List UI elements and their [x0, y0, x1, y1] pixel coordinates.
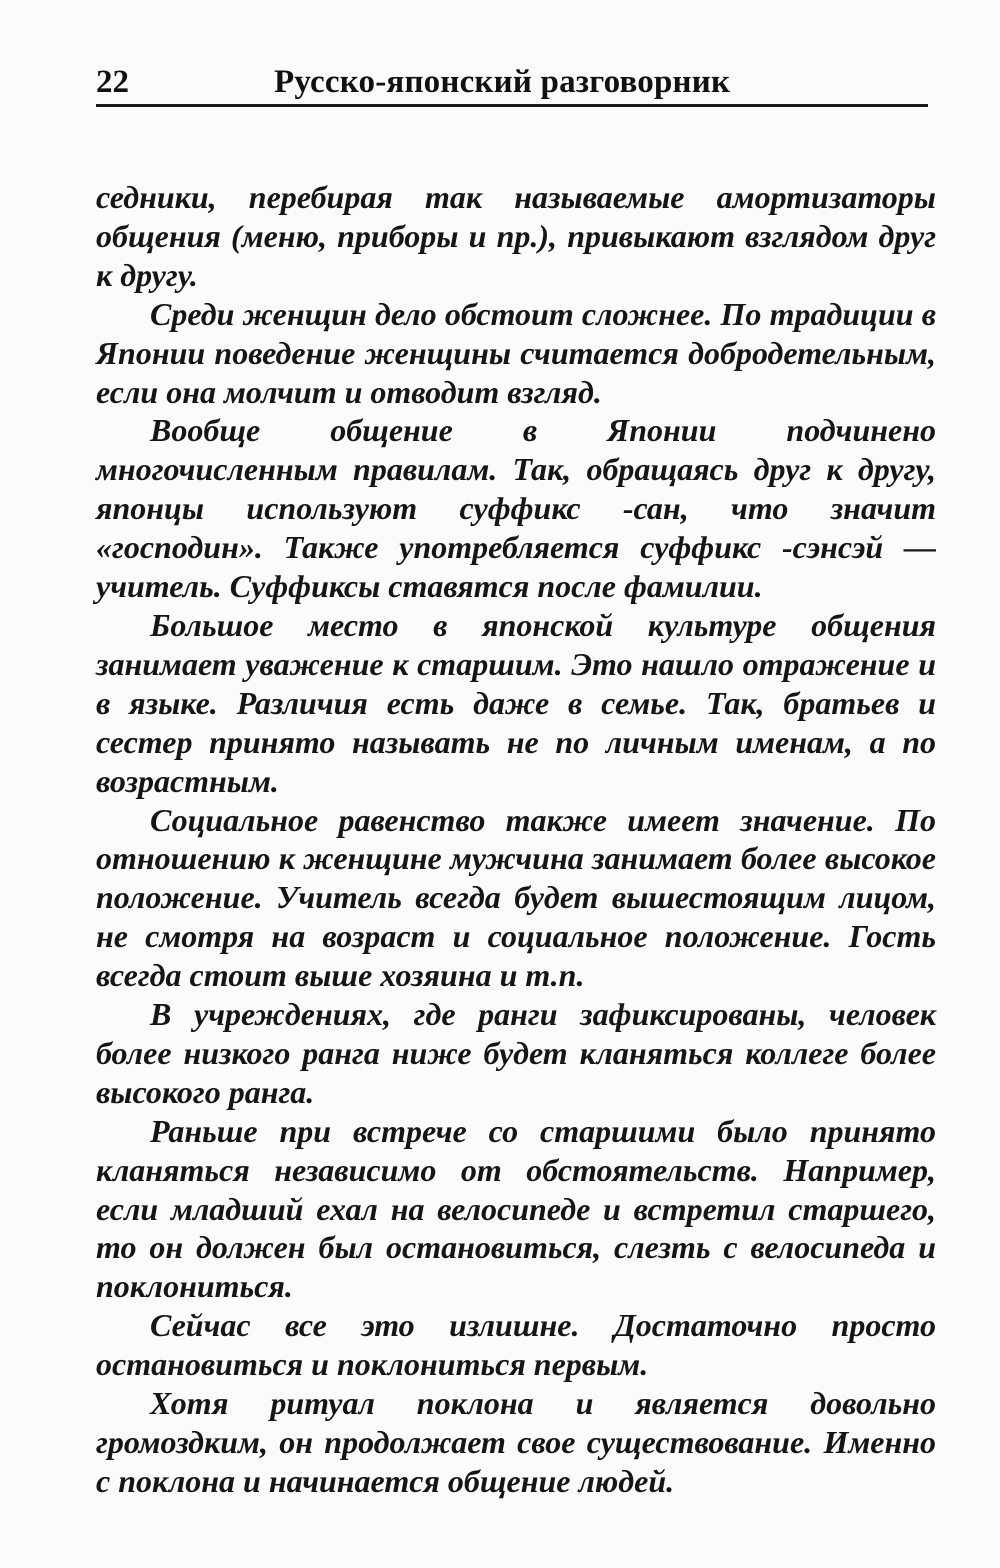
- running-title: Русско-японский разговорник: [274, 64, 731, 100]
- paragraph: Хотя ритуал поклона и является довольно громоздким, он продолжает свое существование. Именно с поклона и начинается общение людей.: [96, 1385, 936, 1499]
- paragraph: Раньше при встрече со старшими было принято кланяться независимо от обстоятельств. Например, если младший ехал на велосипеде и встретил старшего, то он должен был остановиться, слезть с велосипеда и поклониться.: [96, 1112, 936, 1305]
- page-number: 22: [96, 64, 129, 100]
- paragraph: седники, перебирая так называемые амортизаторы общения (меню, приборы и пр.), привыкают взглядом друг к другу.: [96, 179, 936, 293]
- paragraph: Большое место в японской культуре общения занимает уважение к старшим. Это нашло отражение и в языке. Различия есть даже в семье. Так, братьев и сестер принято называть не по личным именам, а по возрастным.: [96, 606, 936, 799]
- page-header: [96, 60, 928, 106]
- paragraph: Социальное равенство также имеет значение. По отношению к женщине мужчина занимает более высокое положение. Учитель всегда будет вышестоящим лицом, не смотря на возраст и социальное положение. Гость всегда стоит выше хозяина и т.п.: [96, 801, 936, 994]
- paragraph: Сейчас все это излишне. Достаточно просто остановиться и поклониться первым.: [96, 1307, 936, 1383]
- paragraph: Среди женщин дело обстоит сложнее. По традиции в Японии поведение женщины считается добродетельным, если она молчит и отводит взгляд.: [96, 295, 936, 410]
- paragraph: В учреждениях, где ранги зафиксированы, человек более низкого ранга ниже будет кланяться коллеге более высокого ранга.: [96, 996, 936, 1110]
- header-rule: [96, 104, 928, 107]
- paragraph: Вообще общение в Японии подчинено многочисленным правилам. Так, обращаясь друг к другу, японцы используют суффикс -сан, что значит «господин». Также употребляется суффикс -сэнсэй — учитель. Суффиксы ставятся после фамилии.: [96, 412, 936, 605]
- body-text: [96, 178, 936, 1501]
